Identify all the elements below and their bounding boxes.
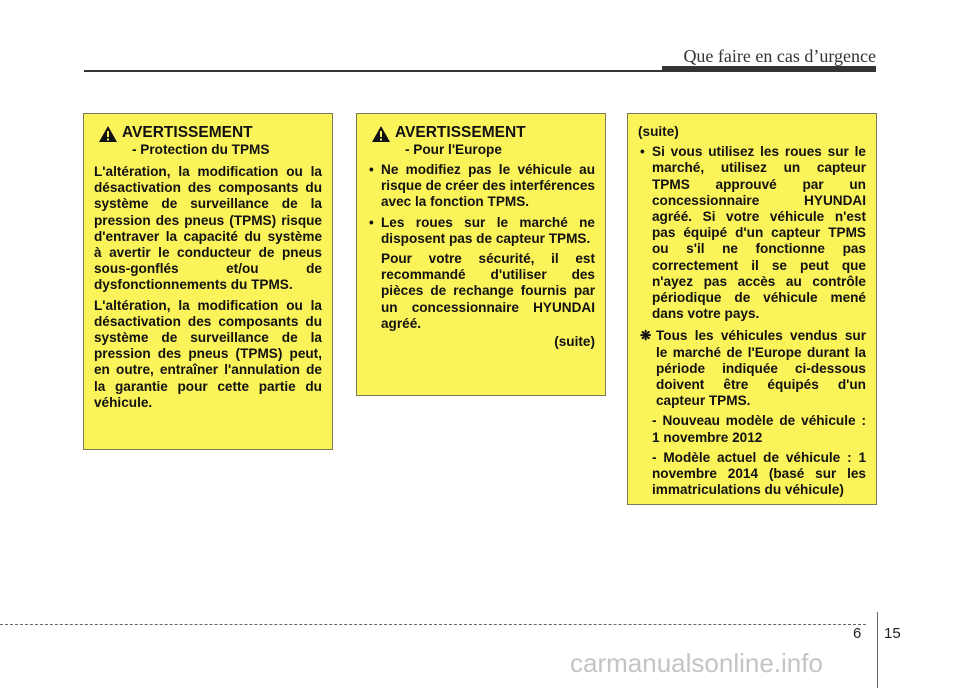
chapter-number: 6	[853, 625, 862, 642]
warning-title: AVERTISSEMENT	[395, 124, 526, 141]
bullet-mark: •	[369, 214, 374, 230]
warning-title: AVERTISSEMENT	[122, 124, 253, 141]
header-title: Que faire en cas d’urgence	[683, 46, 876, 66]
warning-heading	[94, 124, 322, 158]
bullet-item	[638, 144, 866, 322]
warning-subtitle: - Protection du TPMS	[132, 142, 270, 157]
warning-triangle-icon	[371, 125, 391, 143]
continued-label: (suite)	[554, 334, 595, 350]
footer-divider	[877, 612, 878, 688]
footer-rule	[0, 624, 866, 625]
bullet-item	[367, 162, 595, 211]
bullet-continuation: Pour votre sécurité, il est recommandé d'utiliser des pièces de rechange fournis par un concessionnaire HYUNDAI agréé.	[381, 251, 595, 331]
bullet-mark: •	[640, 144, 645, 160]
header-rule-accent	[662, 66, 876, 72]
warning-paragraph: L'altération, la modification ou la désactivation des composants du système de surveillance de la pression des pneus (TPMS) risque d'entraver la capacité du système à avertir le conducteur de pneus sous-gonflés et/ou de dysfonctionnements du TPMS.	[94, 164, 322, 293]
bullet-item	[367, 215, 595, 247]
warning-triangle-icon	[98, 125, 118, 143]
bullet-text: Si vous utilisez les roues sur le marché, utilisez un capteur TPMS approuvé par un concessionnaire HYUNDAI agréé. Si votre véhicule n'est pas équipé d'un capteur TPMS ou s'il ne fonctionne pas correctement il se peut que n'ayez pas accès au contrôle périodique de véhicule mené dans votre pays.	[652, 144, 866, 322]
warning-box-tpms-protection	[83, 113, 333, 450]
star-icon: ❋	[640, 328, 652, 344]
bullet-text: Ne modifiez pas le véhicule au risque de créer des interférences avec la fonction TPMS.	[381, 162, 595, 210]
warning-box-europe	[356, 113, 606, 396]
date-item: - Nouveau modèle de véhicule : 1 novembre 2012	[652, 413, 866, 445]
warning-box-continued	[627, 113, 877, 505]
page-number: 15	[884, 625, 901, 642]
warning-subtitle: - Pour l'Europe	[405, 142, 502, 157]
bullet-mark: •	[369, 162, 374, 177]
star-note-text: Tous les véhicules vendus sur le marché de l'Europe durant la période indiquée ci-dessous doivent être équipés d'un capteur TPMS.	[656, 328, 866, 409]
date-item: - Modèle actuel de véhicule : 1 novembre 2014 (basé sur les immatriculations du véhicule)	[652, 449, 866, 498]
star-note	[638, 328, 866, 409]
continued-label: (suite)	[638, 124, 679, 139]
bullet-text: Les roues sur le marché ne disposent pas de capteur TPMS.	[381, 214, 595, 246]
watermark: carmanualsonline.info	[570, 648, 823, 678]
warning-heading	[367, 124, 595, 158]
warning-paragraph: L'altération, la modification ou la désactivation des composants du système de surveillance de la pression des pneus (TPMS) peut, en outre, entraîner l'annulation de la garantie pour cette partie du véhicule.	[94, 297, 322, 410]
